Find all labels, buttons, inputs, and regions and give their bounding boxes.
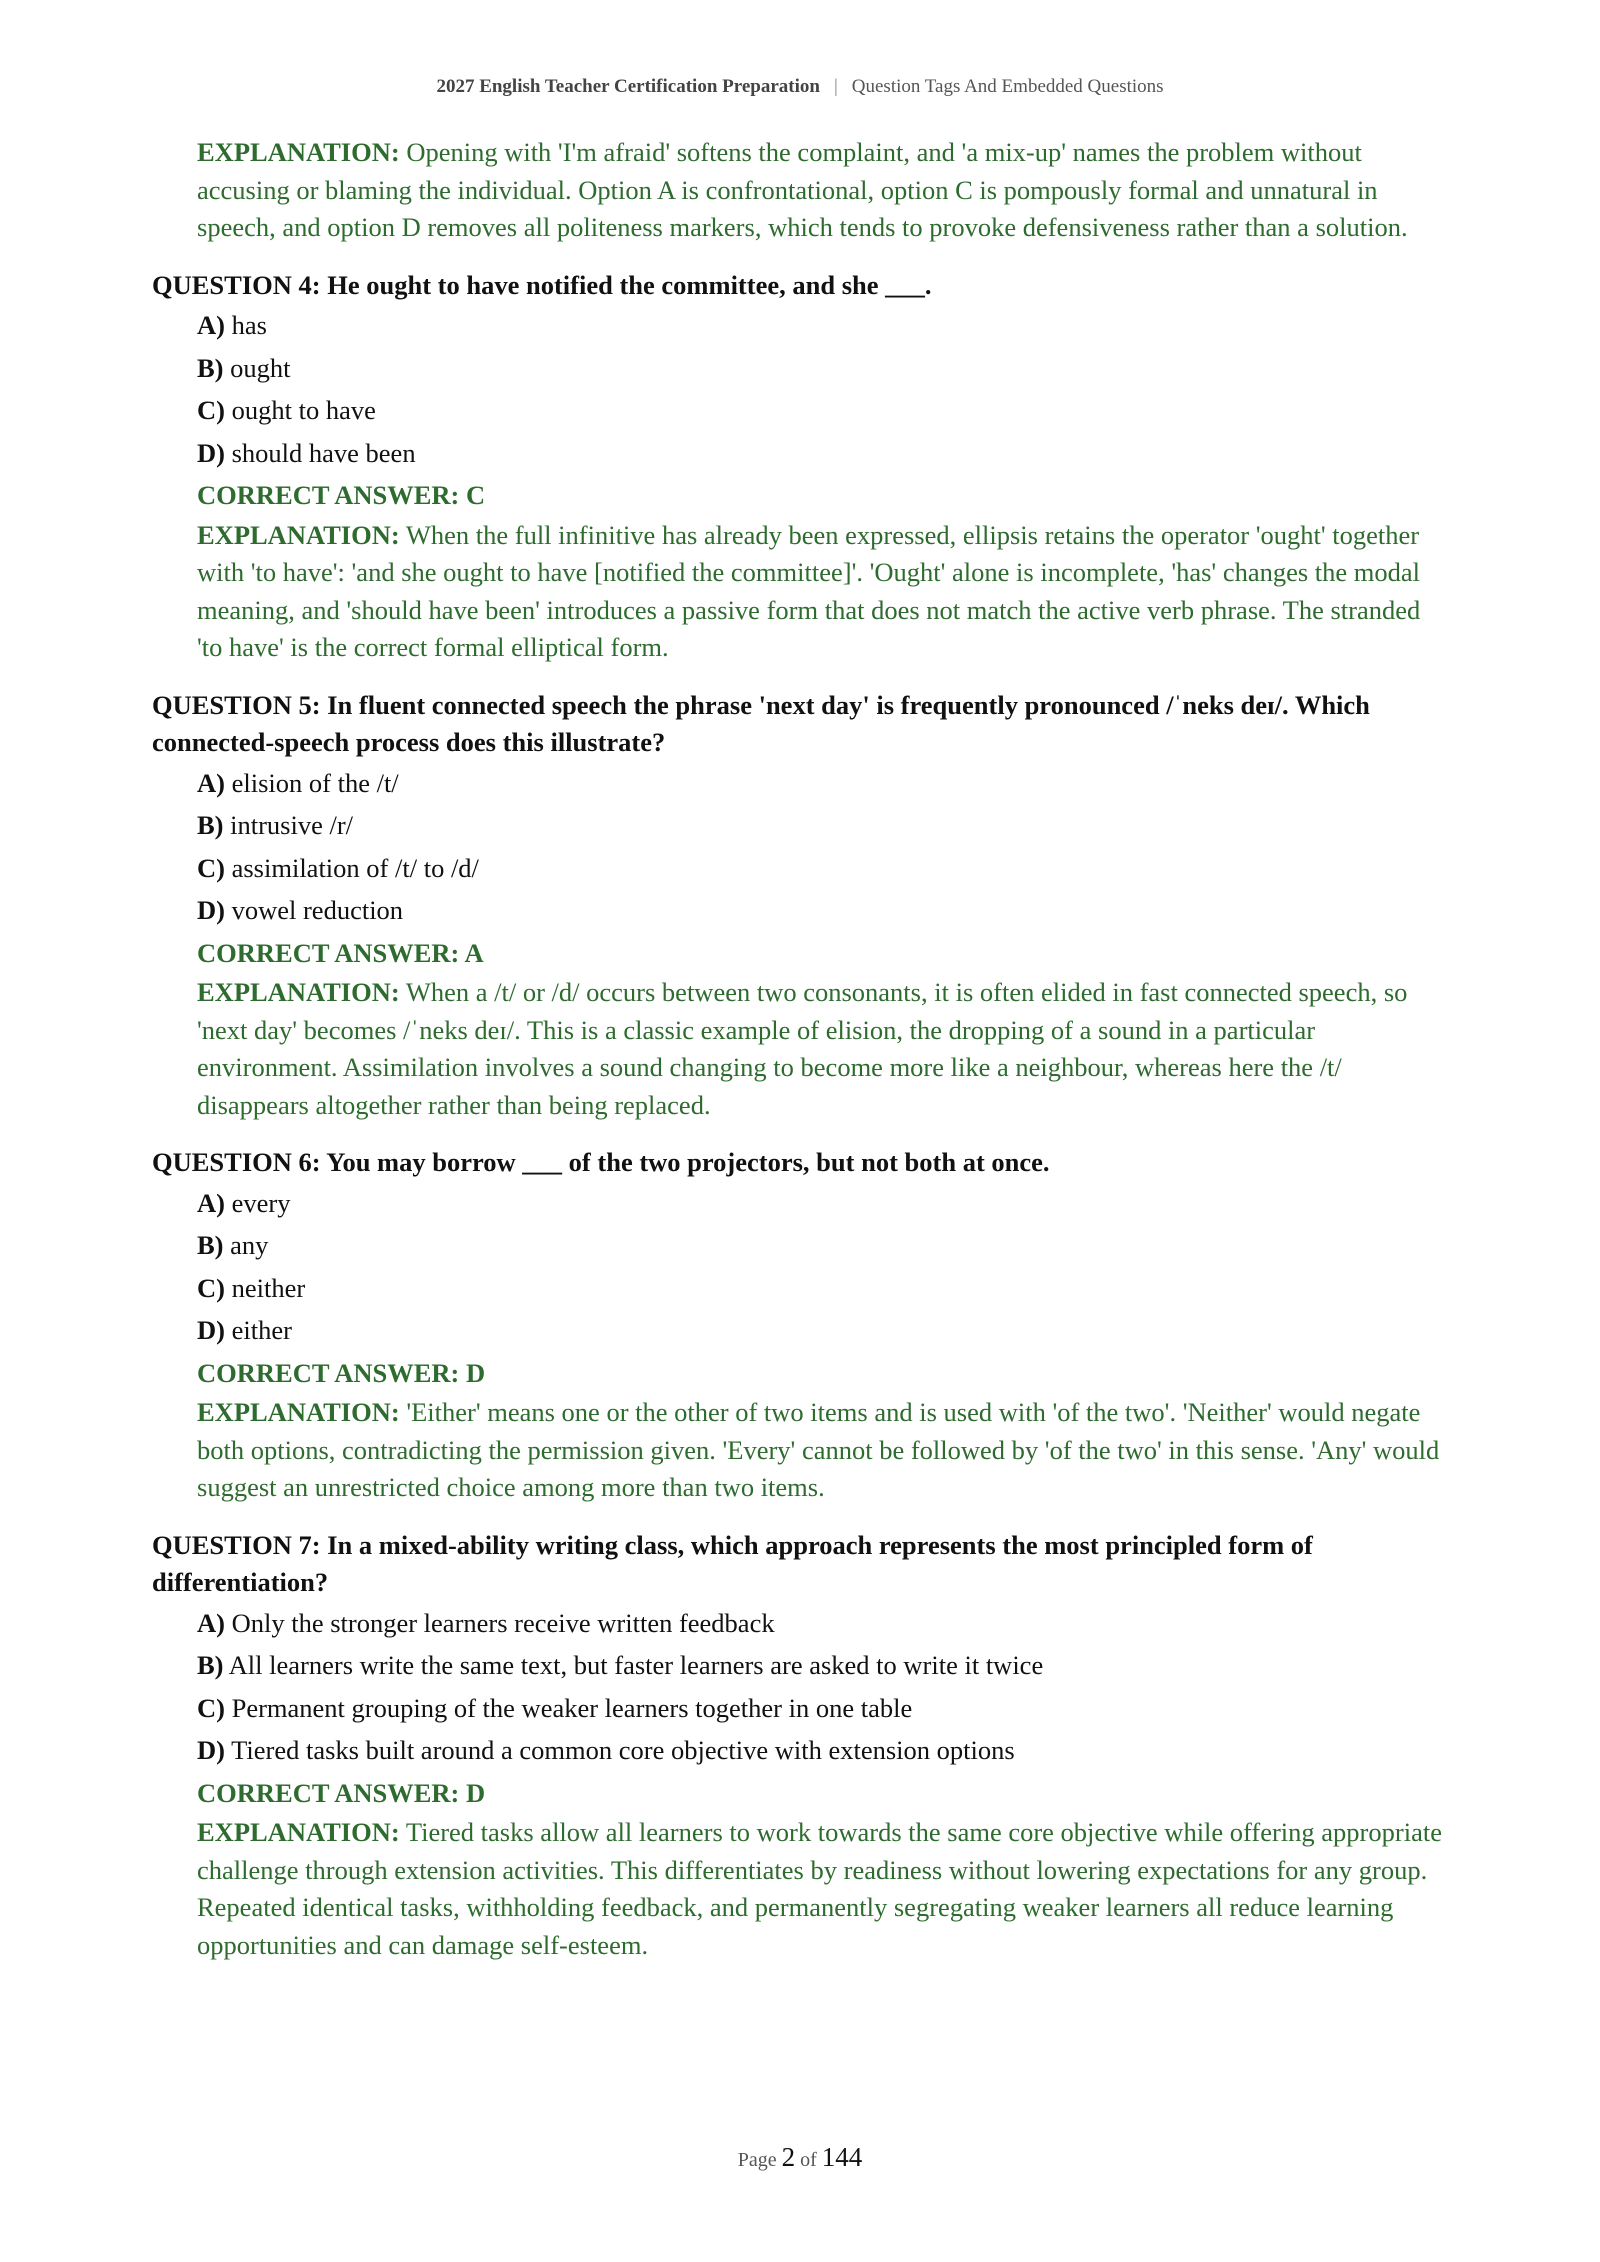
option-b <box>197 804 1448 847</box>
explanation-text: Opening with 'I'm afraid' softens the complaint, and 'a mix-up' names the problem without accusing or blaming the individual. Option A is confrontational, option C is pompously formal and unnatural in speech, and option D removes all politeness markers, which tends to provoke defensiveness rather than a solution. <box>197 137 1408 242</box>
page-content <box>152 134 1448 1964</box>
option-text: should have been <box>231 437 416 468</box>
explanation-label: EXPLANATION: <box>197 1397 400 1427</box>
question-text: QUESTION 7: In a mixed-ability writing class, which approach represents the most principled form of differentiation? <box>152 1529 1313 1597</box>
option-text: any <box>230 1230 269 1260</box>
of-word: of <box>800 2149 817 2171</box>
option-letter: C) <box>197 1692 225 1723</box>
option-text: ought to have <box>231 395 376 425</box>
correct-answer: CORRECT ANSWER: C <box>197 480 486 510</box>
question-block-4 <box>152 267 1448 667</box>
page-footer <box>0 2142 1600 2173</box>
option-text: every <box>231 1187 291 1218</box>
explanation-text: When a /t/ or /d/ occurs between two consonants, it is often elided in fast connected speech, so 'next day' becomes /ˈneks deɪ/. This is a classic example of elision, the dropping of a sound in a particular environment. Assimilation involves a sound changing to become more like a neighbour, whereas here the /t/ disappears altogether rather than being replaced. <box>197 977 1408 1120</box>
explanation <box>197 974 1448 1124</box>
option-letter: C) <box>197 1272 225 1303</box>
explanation-text: Tiered tasks allow all learners to work towards the same core objective while offering appropriate challenge through extension activities. This differentiates by readiness without lowering expectations for any group. Repeated identical tasks, withholding feedback, and permanently segregating weaker learners all reduce learning opportunities and can damage self-esteem. <box>197 1817 1442 1960</box>
explanation-label: EXPLANATION: <box>197 1817 400 1847</box>
running-header <box>0 76 1600 98</box>
option-letter: B) <box>197 352 224 383</box>
option-text: ought <box>230 352 291 383</box>
option-letter: B) <box>197 1650 224 1680</box>
explanation-text: 'Either' means one or the other of two items and is used with 'of the two'. 'Neither' would negate both options, contradicting the permission given. 'Every' cannot be followed by 'of the two' in this sense. 'Any' would suggest an unrestricted choice among more than two items. <box>197 1397 1440 1502</box>
option-a <box>197 762 1448 805</box>
question-text: QUESTION 4: He ought to have notified the committee, and she ___. <box>152 269 932 300</box>
option-text: Tiered tasks built around a common core objective with extension options <box>231 1735 1015 1765</box>
page-number: 2 <box>781 2142 796 2172</box>
option-a <box>197 1602 1448 1645</box>
header-separator: | <box>833 76 838 97</box>
explanation <box>197 1814 1448 1964</box>
option-text: elision of the /t/ <box>231 767 399 798</box>
document-title: 2027 English Teacher Certification Preparation <box>436 76 820 97</box>
explanation <box>197 517 1448 667</box>
option-letter: D) <box>197 1735 225 1765</box>
question-block-5 <box>152 687 1448 1125</box>
option-a <box>197 1182 1448 1225</box>
option-a <box>197 304 1448 347</box>
option-b <box>197 1644 1448 1687</box>
correct-answer: CORRECT ANSWER: A <box>197 937 484 968</box>
explanation <box>197 1394 1448 1507</box>
question-text: QUESTION 5: In fluent connected speech the phrase 'next day' is frequently pronounced /ˈneks deɪ/. Which connected-speech process does this illustrate? <box>152 689 1370 757</box>
option-c <box>197 1687 1448 1730</box>
correct-answer: CORRECT ANSWER: D <box>197 1357 486 1388</box>
option-b <box>197 1224 1448 1267</box>
option-letter: B) <box>197 810 224 840</box>
option-text: vowel reduction <box>231 895 404 925</box>
question-block-6 <box>152 1144 1448 1507</box>
explanation-label: EXPLANATION: <box>197 977 400 1007</box>
option-letter: A) <box>197 310 225 340</box>
explanation-label: EXPLANATION: <box>197 137 400 167</box>
option-c <box>197 1267 1448 1310</box>
option-d <box>197 889 1448 932</box>
question-text: QUESTION 6: You may borrow ___ of the two projectors, but not both at once. <box>152 1147 1050 1177</box>
option-text: All learners write the same text, but faster learners are asked to write it twice <box>228 1650 1044 1680</box>
option-text: has <box>231 310 267 340</box>
option-text: neither <box>231 1272 306 1303</box>
option-c <box>197 389 1448 432</box>
page-word: Page <box>737 2149 777 2171</box>
option-d <box>197 432 1448 475</box>
intro-explanation <box>197 134 1448 247</box>
option-letter: A) <box>197 767 225 798</box>
option-letter: D) <box>197 1315 225 1345</box>
option-letter: C) <box>197 395 225 425</box>
explanation-label: EXPLANATION: <box>197 519 400 550</box>
option-c <box>197 847 1448 890</box>
option-letter: D) <box>197 437 225 468</box>
option-d <box>197 1309 1448 1352</box>
option-text: Only the stronger learners receive written feedback <box>231 1607 775 1638</box>
explanation-text: When the full infinitive has already been expressed, ellipsis retains the operator 'ought' together with 'to have': 'and she ought to have [notified the committee]'. 'Ought' alone is incomplete, 'has' changes the modal meaning, and 'should have been' introduces a passive form that does not match the active verb phrase. The stranded 'to have' is the correct formal elliptical form. <box>197 519 1421 662</box>
correct-answer: CORRECT ANSWER: D <box>197 1777 486 1808</box>
option-text: intrusive /r/ <box>230 810 354 840</box>
option-d <box>197 1729 1448 1772</box>
section-title: Question Tags And Embedded Questions <box>851 76 1164 97</box>
question-block-7 <box>152 1527 1448 1965</box>
option-b <box>197 347 1448 390</box>
option-letter: B) <box>197 1230 224 1260</box>
total-pages: 144 <box>821 2142 863 2172</box>
option-letter: A) <box>197 1607 225 1638</box>
option-letter: D) <box>197 895 225 925</box>
option-letter: C) <box>197 852 225 883</box>
option-text: Permanent grouping of the weaker learners together in one table <box>231 1692 913 1723</box>
option-text: either <box>231 1315 292 1345</box>
option-letter: A) <box>197 1187 225 1218</box>
option-text: assimilation of /t/ to /d/ <box>231 852 479 883</box>
